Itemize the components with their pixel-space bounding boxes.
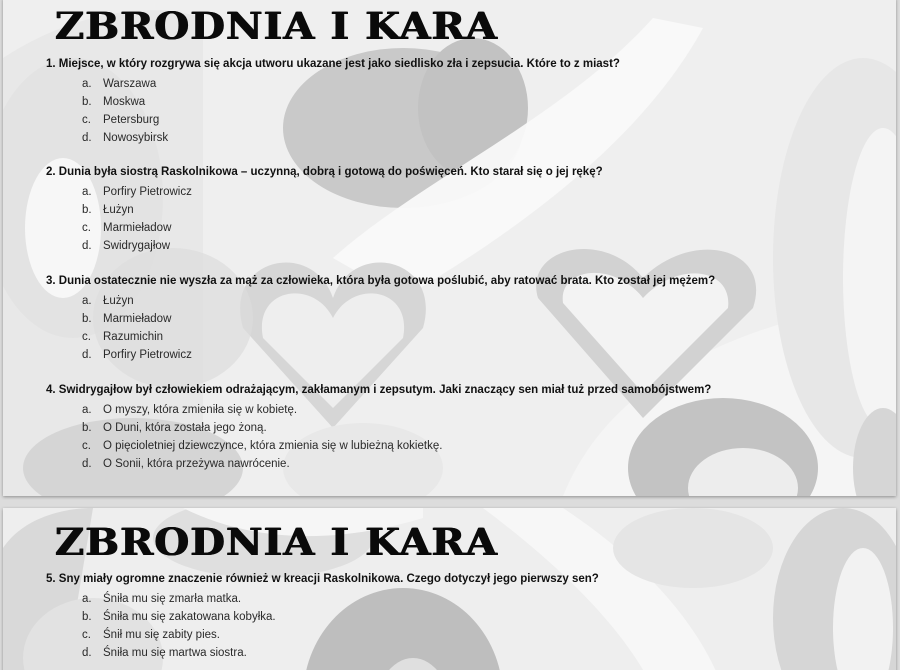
answer-option: c. Marmieładow xyxy=(82,222,172,234)
answer-option: c. Śnił mu się zabity pies. xyxy=(82,629,220,641)
answer-option: b. O Duni, która została jego żoną. xyxy=(82,422,267,434)
question-4: 4. Swidrygajłow był człowiekiem odrażającym, zakłamanym i zepsutym. Jaki znaczący sen miał tuż przed samobójstwem? xyxy=(46,384,712,396)
answer-option: d. Swidrygajłow xyxy=(82,240,171,252)
answer-option: d. Porfiry Pietrowicz xyxy=(82,349,192,361)
answer-option: a. Warszawa xyxy=(82,78,157,90)
question-3: 3. Dunia ostatecznie nie wyszła za mąż za człowieka, która była gotowa poślubić, aby ratować brata. Kto został jej mężem? xyxy=(46,275,716,287)
answer-option: c. Razumichin xyxy=(82,331,164,343)
answer-option: c. Petersburg xyxy=(82,114,160,126)
question-2: 2. Dunia była siostrą Raskolnikowa – uczynną, dobrą i gotową do poświęceń. Kto starał się o jej rękę? xyxy=(46,166,603,178)
answer-option: a. Śniła mu się zmarła matka. xyxy=(82,593,242,605)
question-1: 1. Miejsce, w który rozgrywa się akcja utworu ukazane jest jako siedlisko zła i zepsucia. Które to z miast? xyxy=(46,58,620,70)
answer-list-1 xyxy=(82,75,168,147)
answer-option: d. Nowosybirsk xyxy=(82,132,169,144)
answer-list-2 xyxy=(82,183,192,255)
answer-list-5 xyxy=(82,590,276,662)
answer-option: a. Porfiry Pietrowicz xyxy=(82,186,192,198)
answer-option: a. Łużyn xyxy=(82,295,134,307)
answer-list-3 xyxy=(82,292,192,364)
answer-option: b. Moskwa xyxy=(82,96,146,108)
answer-list-4 xyxy=(82,401,442,473)
answer-option: d. Śniła mu się martwa siostra. xyxy=(82,647,247,659)
answer-option: b. Łużyn xyxy=(82,204,134,216)
answer-option: d. O Sonii, która przeżywa nawrócenie. xyxy=(82,458,290,470)
slide-title: ZBRODNIA I KARA xyxy=(55,4,498,48)
answer-option: a. O myszy, która zmieniła się w kobietę. xyxy=(82,404,298,416)
question-5: 5. Sny miały ogromne znaczenie również w kreacji Raskolnikowa. Czego dotyczył jego pierwszy sen? xyxy=(46,573,599,585)
answer-option: c. O pięcioletniej dziewczynce, która zmienia się w lubieżną kokietkę. xyxy=(82,440,443,452)
answer-option: b. Śniła mu się zakatowana kobyłka. xyxy=(82,611,276,623)
slide-2[interactable] xyxy=(3,508,896,670)
slide-title: ZBRODNIA I KARA xyxy=(55,520,498,564)
slide-1[interactable] xyxy=(3,0,896,496)
answer-option: b. Marmieładow xyxy=(82,313,172,325)
